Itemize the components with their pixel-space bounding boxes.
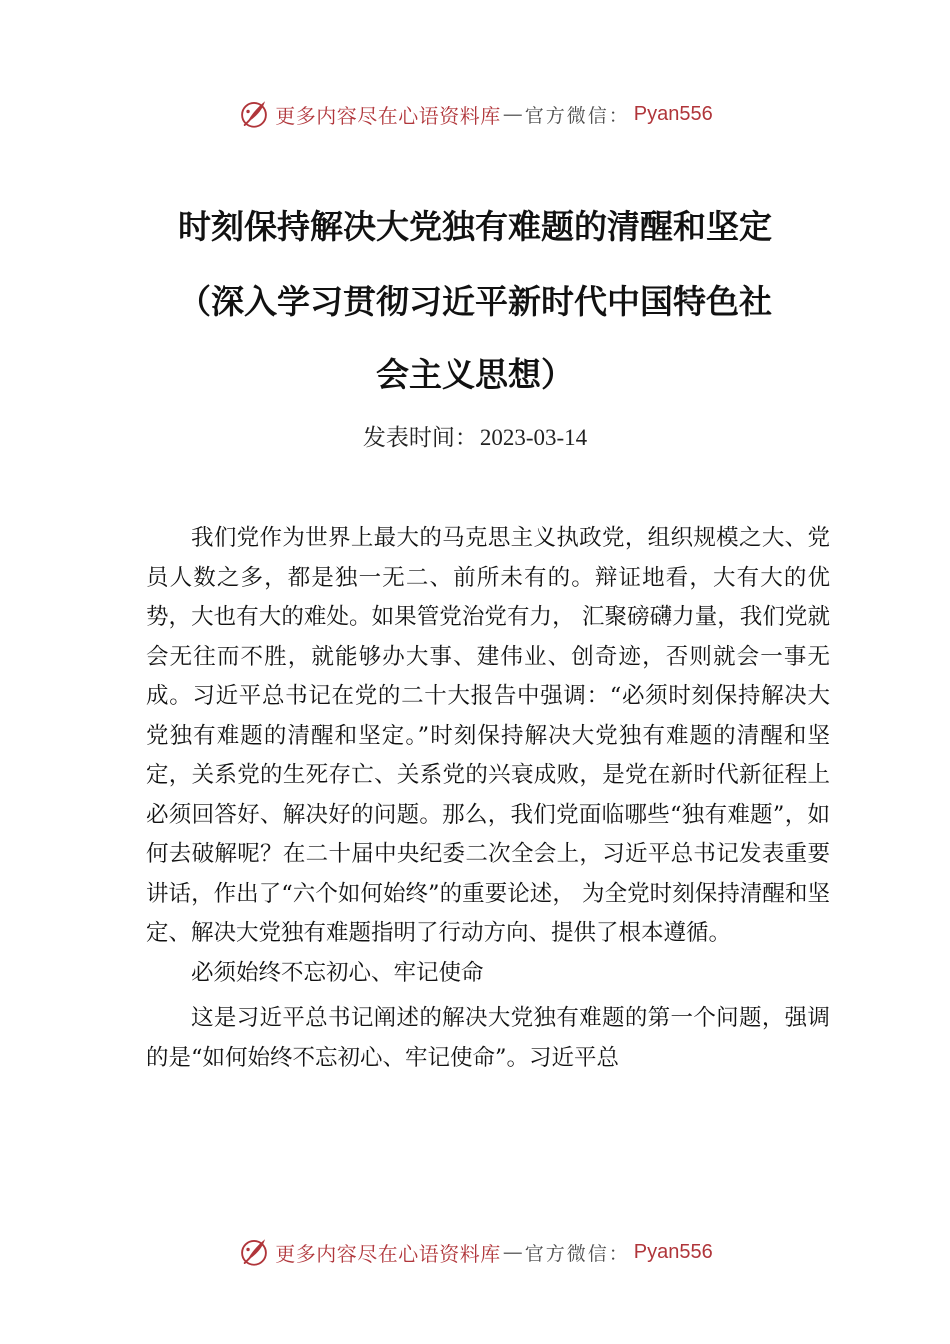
banner-separator: — <box>502 1240 523 1264</box>
quill-logo-icon <box>237 1235 271 1269</box>
quill-logo-icon <box>237 97 271 131</box>
publish-date-label: 发表时间： <box>362 425 478 451</box>
banner-wechat-id: Pyan556 <box>633 102 713 125</box>
publish-date-value: 2023-03-14 <box>479 425 588 450</box>
banner-wechat-label: 官方微信： <box>524 104 630 127</box>
article-body <box>146 519 830 1078</box>
article-title-line-3: 会主义思想） <box>376 355 574 394</box>
banner-separator: — <box>502 102 523 126</box>
article-title-line-2: （深入学习贯彻习近平新时代中国特色社 <box>178 282 772 321</box>
body-paragraph-1: 我们党作为世界上最大的马克思主义执政党，组织规模之大、党员人数之多，都是独一无二、前所未有的。辩证地看，大有大的优势，大也有大的难处。如果管党治党有力， 汇聚磅礴力量，我们党就会无往而不胜，就能够办大事、建伟业、创奇迹，否则就会一事无成。习近平总书记在党的二十大报告中强调：“必须时刻保持解决大党独有难题的清醒和坚定。”时刻保持解决大党独有难题的清醒和坚定，关系党的生死存亡、关系党的兴衰成败，是党在新时代新征程上必须回答好、解决好的问题。那么，我们党面临哪些“独有难题”，如何去破解呢？在二十届中央纪委二次全会上，习近平总书记发表重要讲话，作出了“六个如何始终”的重要论述， 为全党时刻保持清醒和坚定、解决大党独有难题指明了行动方向、提供了根本遵循。 <box>146 525 830 946</box>
section-heading: 必须始终不忘初心、牢记使命 <box>191 959 484 986</box>
banner-site-text: 更多内容尽在心语资料库 <box>275 103 501 128</box>
header-watermark-banner <box>0 94 950 134</box>
body-paragraph-2: 这是习近平总书记阐述的解决大党独有难题的第一个问题，强调的是“如何始终不忘初心、牢记使命”。习近平总 <box>146 1005 830 1071</box>
publish-date <box>0 420 950 456</box>
footer-watermark-banner <box>0 1232 950 1272</box>
article-title-line-1: 时刻保持解决大党独有难题的清醒和坚定 <box>178 207 772 246</box>
banner-wechat-label: 官方微信： <box>524 1242 630 1265</box>
banner-site-text: 更多内容尽在心语资料库 <box>275 1241 501 1266</box>
banner-wechat-id: Pyan556 <box>633 1240 713 1263</box>
